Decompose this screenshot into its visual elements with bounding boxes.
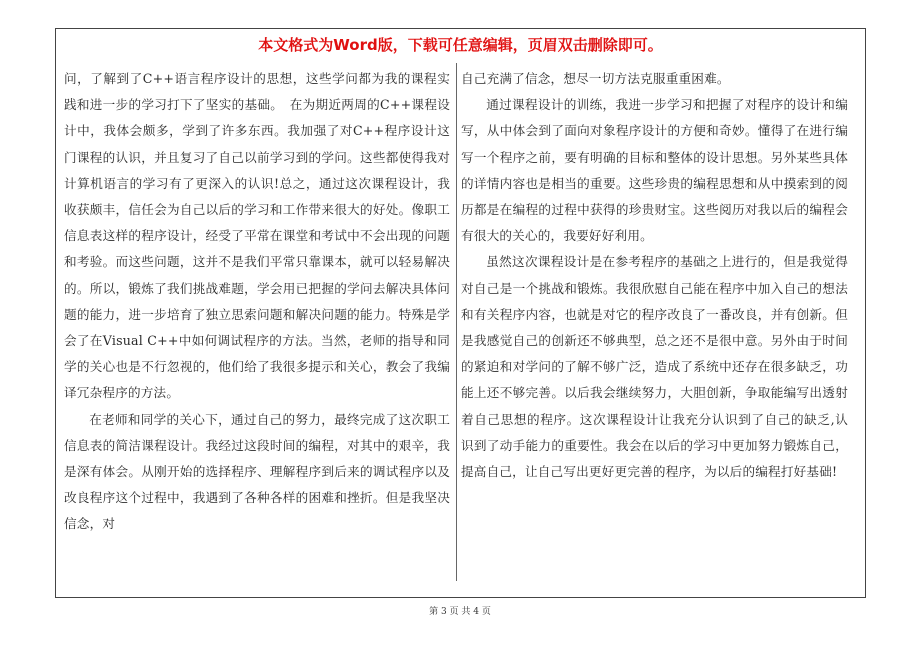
right-paragraph-3: 虽然这次课程设计是在参考程序的基础之上进行的，但是我觉得对自己是一个挑战和锻炼。我很欣慰自己能在程序中加入自己的想法和有关程序内容，也就是对它的程序改良了一番改良，并有创新。但是我感觉自己的创新还不够典型，总之还不是很中意。另外由于时间的紧迫和对学问的了解不够广泛，造成了系统中还存在很多缺乏，功能上还不够完善。以后我会继续努力，大胆创新，争取能编写出透射着自己思想的程序。这次课程设计让我充分认识到了自己的缺乏,认识到了动手能力的重要性。我会在以后的学习中更加努力锻炼自己，提高自己，让自己写出更好更完善的程序，为以后的编程打好基础! xyxy=(461,254,848,480)
page-frame xyxy=(55,28,866,598)
right-column xyxy=(461,66,848,485)
left-paragraph-1: 问，了解到了C++语言程序设计的思想，这些学问都为我的课程实践和进一步的学习打下了坚实的基础。 在为期近两周的C++课程设计中，我体会颇多，学到了许多东西。我加强了对C++程序设计这门课程的认识，并且复习了自己以前学习到的学问。这些都使得我对计算机语言的学习有了更深入的认识!总之，通过这次课程设计，我收获颇丰，信任会为自己以后的学习和工作带来很大的好处。像职工信息表这样的程序设计，经受了平常在课堂和考试中不会出现的问题和考验。而这些问题，这并不是我们平常只靠课本，就可以轻易解决的。所以，锻炼了我们挑战难题，学会用已把握的学问去解决具体问题的能力，进一步培育了独立思索问题和解决问题的能力。特殊是学会了在Visual C++中如何调试程序的方法。当然，老师的指导和同学的关心也是不行忽视的，他们给了我很多提示和关心，教会了我编译冗杂程序的方法。 xyxy=(64,71,450,401)
header-banner: 本文格式为Word版，下载可任意编辑，页眉双击删除即可。 xyxy=(258,36,663,54)
left-paragraph-2: 在老师和同学的关心下，通过自己的努力，最终完成了这次职工信息表的简洁课程设计。我经过这段时间的编程，对其中的艰辛，我是深有体会。从刚开始的选择程序、理解程序到后来的调试程序以及改良程序这个过程中，我遇到了各种各样的困难和挫折。但是我坚决信念，对 xyxy=(64,411,450,532)
left-column xyxy=(64,66,450,538)
right-paragraph-1: 自己充满了信念，想尽一切方法克服重重困难。 xyxy=(461,71,730,86)
right-paragraph-2: 通过课程设计的训练，我进一步学习和把握了对程序的设计和编写，从中体会到了面向对象程序设计的方便和奇妙。懂得了在进行编写一个程序之前，要有明确的目标和整体的设计思想。另外某些具体的详情内容也是相当的重要。这些珍贵的编程思想和从中摸索到的阅历都是在编程的过程中获得的珍贵财宝。这些阅历对我以后的编程会有很大的关心的，我要好好利用。 xyxy=(461,97,848,244)
page-footer: 第 3 页 共 4 页 xyxy=(429,607,491,617)
column-separator xyxy=(456,63,457,581)
